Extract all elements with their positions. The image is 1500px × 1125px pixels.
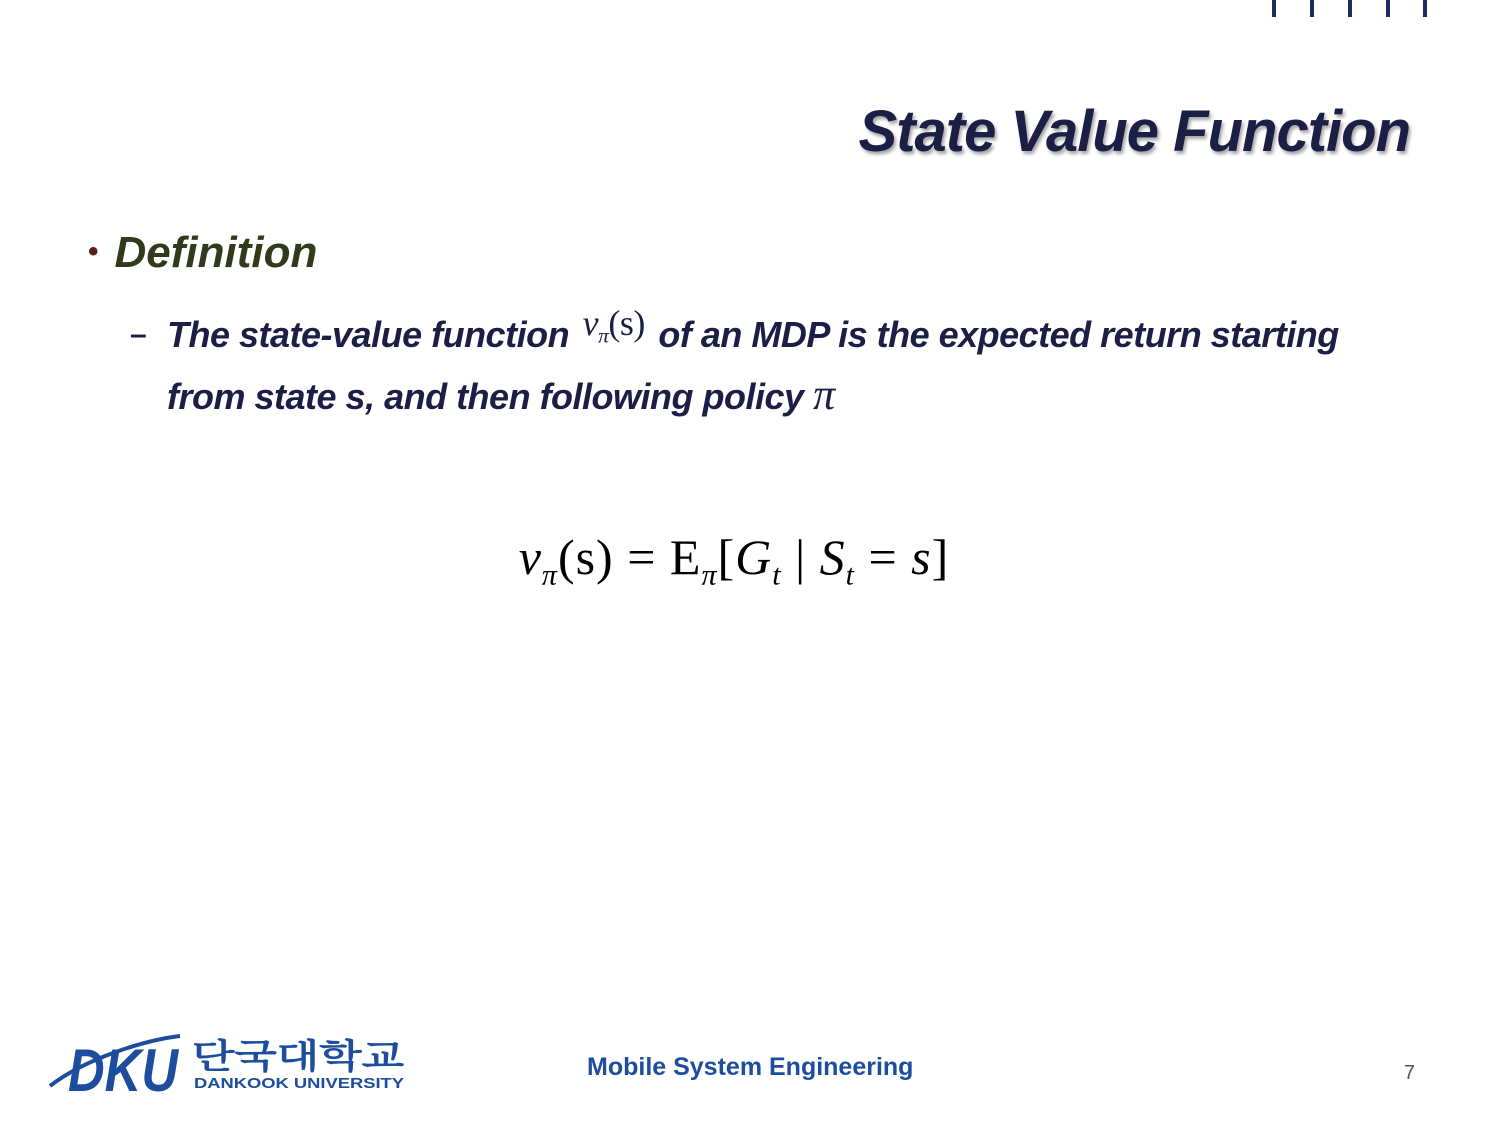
math-arg: (s) xyxy=(608,303,645,343)
eq-equals: = xyxy=(627,529,657,585)
definition-text-part1: The state-value function xyxy=(167,314,570,355)
decoration-tick xyxy=(1386,0,1390,17)
bullet-label: Definition xyxy=(114,228,318,277)
math-v: v xyxy=(582,303,599,343)
definition-text-part2: of an MDP is the expected return starting from state s, and then following policy xyxy=(167,314,1339,417)
math-pi-sub: π xyxy=(598,323,609,348)
decoration-tick xyxy=(1348,0,1352,17)
eq-s-sub: t xyxy=(845,558,855,592)
sub-bullet-dash: – xyxy=(130,318,147,351)
slide-title: State Value Function xyxy=(858,99,1410,164)
eq-close-bracket: ] xyxy=(931,529,950,585)
eq-arg: (s) xyxy=(557,529,614,585)
eq-bar: | xyxy=(795,529,807,585)
logo-mark: DKU xyxy=(68,1037,180,1098)
definition-text xyxy=(167,305,1407,427)
page-number: 7 xyxy=(1403,1062,1415,1084)
decoration-tick xyxy=(1272,0,1276,17)
dankook-logo xyxy=(46,1028,416,1098)
eq-g-sub: t xyxy=(772,558,782,592)
eq-v-sub: π xyxy=(541,558,558,592)
eq-g: G xyxy=(735,529,773,585)
eq-s-cap: S xyxy=(819,529,846,585)
inline-math-vpi xyxy=(583,293,645,353)
bullet-definition xyxy=(88,228,317,278)
eq-expectation-sub: π xyxy=(701,558,718,592)
eq-open-bracket: [ xyxy=(717,529,736,585)
decoration-tick xyxy=(1310,0,1314,17)
logo-korean: 단국대학교 xyxy=(192,1037,405,1077)
top-decoration xyxy=(1266,0,1436,20)
pi-symbol: π xyxy=(813,370,835,419)
decoration-tick xyxy=(1423,0,1427,17)
state-value-equation xyxy=(0,528,1468,592)
eq-s: s xyxy=(911,529,932,585)
logo-graphic xyxy=(46,1028,416,1098)
footer-course: Mobile System Engineering xyxy=(587,1053,914,1081)
eq-v: v xyxy=(518,529,542,585)
bullet-dot-icon: • xyxy=(88,235,99,268)
eq-equals-2: = xyxy=(868,529,898,585)
logo-english: DANKOOK UNIVERSITY xyxy=(194,1075,404,1092)
eq-expectation: E xyxy=(669,529,702,585)
